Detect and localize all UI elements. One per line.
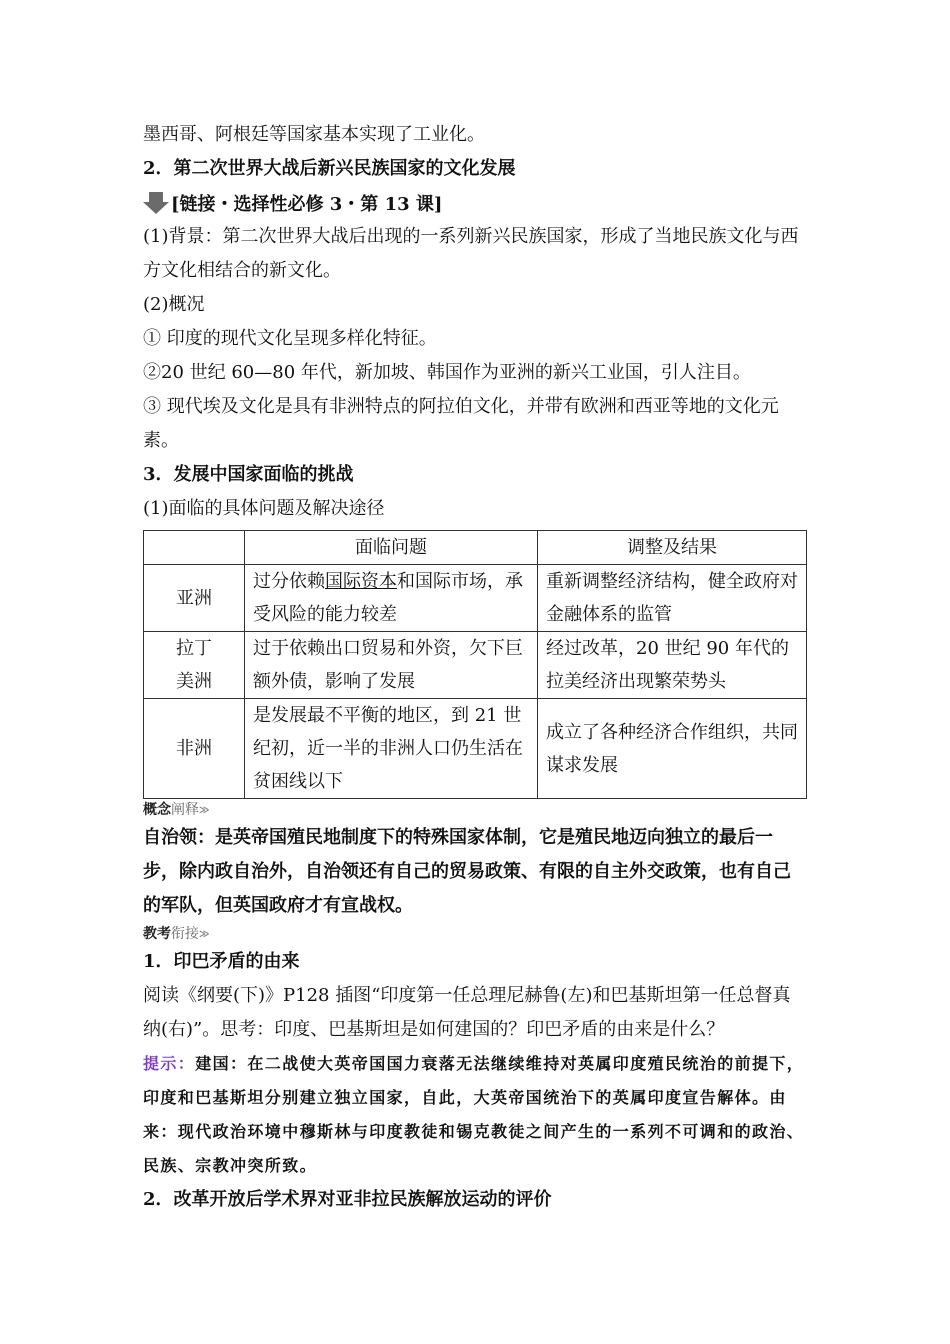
link-note: [链接・选择性必修 3・第 13 课] bbox=[171, 194, 443, 215]
challenges-table bbox=[143, 530, 807, 799]
problem-text-post: 和国际市场，承受风险的能力较差 bbox=[253, 571, 523, 625]
problem-cell: 是发展最不平衡的地区，到 21 世纪初，近一半的非洲人口仍生活在贫困线以下 bbox=[245, 699, 538, 799]
overview-point-3: ③ 现代埃及文化是具有非洲特点的阿拉伯文化，并带有欧洲和西亚等地的文化元素。 bbox=[143, 396, 779, 451]
concept-tag-light: 阐释 bbox=[171, 802, 199, 818]
overview-point-1: ① 印度的现代文化呈现多样化特征。 bbox=[143, 328, 437, 349]
exam-tag-main: 教考 bbox=[143, 926, 171, 942]
section3-subheading: (1)面临的具体问题及解决途径 bbox=[143, 498, 385, 519]
section2-heading: 2．第二次世界大战后新兴民族国家的文化发展 bbox=[143, 158, 516, 179]
overview-point-2: ②20 世纪 60—80 年代，新加坡、韩国作为亚洲的新兴工业国，引人注目。 bbox=[143, 362, 751, 383]
document-page bbox=[143, 118, 807, 1217]
exam-item2-heading: 2．改革开放后学术界对亚非拉民族解放运动的评价 bbox=[143, 1189, 552, 1210]
result-cell: 成立了各种经济合作组织，共同谋求发展 bbox=[538, 699, 807, 799]
problem-cell bbox=[245, 565, 538, 632]
down-arrow-icon bbox=[143, 191, 169, 215]
region-cell bbox=[144, 632, 245, 699]
intro-line: 墨西哥、阿根廷等国家基本实现了工业化。 bbox=[143, 124, 485, 145]
problem-text-underlined: 国际资本 bbox=[325, 571, 397, 592]
region-cell: 非洲 bbox=[144, 699, 245, 799]
region-cell: 亚洲 bbox=[144, 565, 245, 632]
table-header-empty bbox=[144, 531, 245, 565]
chevron-down-icon: ≫ bbox=[199, 805, 210, 816]
section3-heading: 3．发展中国家面临的挑战 bbox=[143, 464, 354, 485]
link-note-row bbox=[143, 186, 807, 220]
concept-tag bbox=[143, 799, 807, 821]
concept-text: 自治领：是英帝国殖民地制度下的特殊国家体制，它是殖民地迈向独立的最后一步，除内政自治外，自治领还有自己的贸易政策、有限的自主外交政策，也有自己的军队，但英国政府才有宣战权。 bbox=[143, 827, 791, 916]
table-header-result: 调整及结果 bbox=[538, 531, 807, 565]
hint-text: 建国：在二战使大英帝国国力衰落无法继续维持对英属印度殖民统治的前提下，印度和巴基斯坦分别建立独立国家，自此，大英帝国统治下的英属印度宣告解体。由来：现代政治环境中穆斯林与印度教徒和锡克教徒之间产生的一系列不可调和的政治、民族、宗教冲突所致。 bbox=[143, 1054, 805, 1175]
table-row bbox=[144, 699, 807, 799]
background-text: (1)背景：第二次世界大战后出现的一系列新兴民族国家，形成了当地民族文化与西方文化相结合的新文化。 bbox=[143, 226, 799, 281]
hint-label: 提示： bbox=[143, 1054, 196, 1073]
problem-text-pre: 过分依赖 bbox=[253, 571, 325, 592]
exam-item1-question: 阅读《纲要(下)》P128 插图“印度第一任总理尼赫鲁(左)和巴基斯坦第一任总督真纳(右)”。思考：印度、巴基斯坦是如何建国的？印巴矛盾的由来是什么？ bbox=[143, 985, 791, 1040]
result-cell: 重新调整经济结构，健全政府对金融体系的监管 bbox=[538, 565, 807, 632]
table-row bbox=[144, 632, 807, 699]
hint-block bbox=[143, 1047, 807, 1183]
overview-label: (2)概况 bbox=[143, 294, 205, 315]
problem-cell: 过于依赖出口贸易和外资，欠下巨额外债，影响了发展 bbox=[245, 632, 538, 699]
exam-tag bbox=[143, 923, 807, 945]
table-row bbox=[144, 565, 807, 632]
exam-tag-light: 衔接 bbox=[171, 926, 199, 942]
exam-item1-heading: 1．印巴矛盾的由来 bbox=[143, 951, 300, 972]
region-text: 拉丁美洲 bbox=[176, 638, 212, 692]
chevron-down-icon: ≫ bbox=[199, 929, 210, 940]
concept-tag-main: 概念 bbox=[143, 802, 171, 818]
table-header-row bbox=[144, 531, 807, 565]
table-header-problem: 面临问题 bbox=[245, 531, 538, 565]
result-cell: 经过改革，20 世纪 90 年代的拉美经济出现繁荣势头 bbox=[538, 632, 807, 699]
